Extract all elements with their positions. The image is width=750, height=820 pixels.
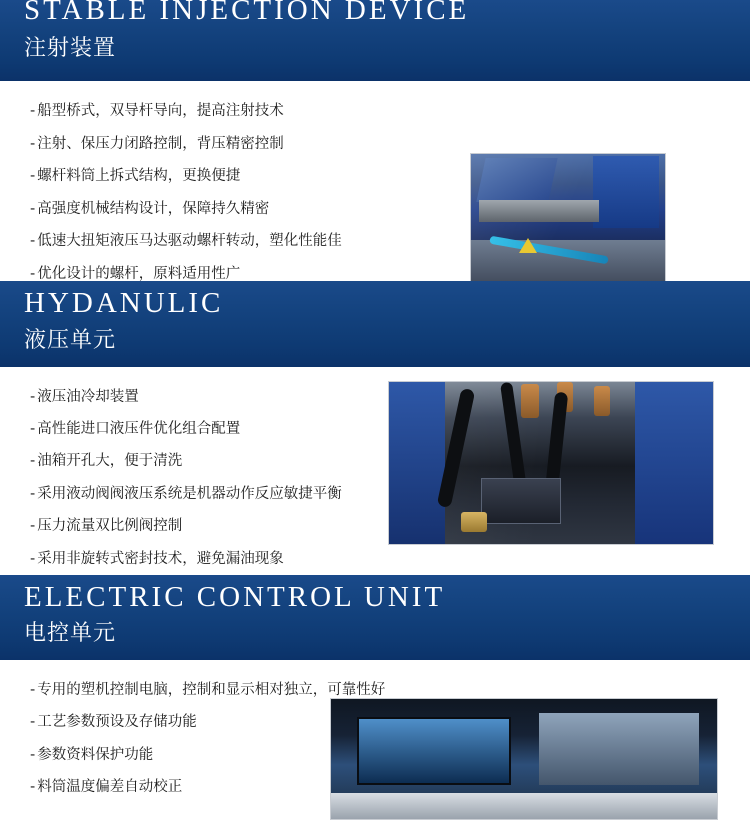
list-item-text: 低速大扭矩液压马达驱动螺杆转动，塑化性能佳 <box>37 233 342 250</box>
bullet-dash-icon: - <box>30 388 36 405</box>
photo-valve-block <box>481 478 561 524</box>
photo-machine-edge <box>331 793 717 819</box>
feature-list-injection-device <box>0 95 460 290</box>
hydraulic-unit-photo <box>388 381 714 545</box>
electric-control-unit-photo <box>330 698 718 820</box>
bullet-dash-icon: - <box>30 265 36 282</box>
section-title-cn-electric-control-unit: 电控单元 <box>24 620 117 646</box>
bullet-dash-icon: - <box>30 746 36 763</box>
section-title-en-electric-control-unit: ELECTRIC CONTROL UNIT <box>24 580 446 613</box>
list-item <box>30 95 460 127</box>
warning-triangle-icon <box>519 238 537 253</box>
list-item <box>30 225 460 257</box>
section-title-en-hydraulic-unit: HYDANULIC <box>24 287 224 320</box>
list-item-text: 优化设计的螺杆，原料适用性广 <box>37 265 241 282</box>
bullet-dash-icon: - <box>30 103 36 120</box>
section-body-injection-device <box>0 81 750 281</box>
list-item-text: 采用非旋转式密封技术，避免漏油现象 <box>37 550 284 567</box>
section-title-cn-injection-device: 注射装置 <box>24 36 117 62</box>
list-item-text: 料筒温度偏差自动校正 <box>37 779 183 796</box>
list-item <box>30 128 460 160</box>
photo-control-screen <box>357 717 511 785</box>
bullet-dash-icon: - <box>30 779 36 796</box>
list-item-text: 工艺参数预设及存储功能 <box>37 714 197 731</box>
list-item-text: 油箱开孔大，便于清洗 <box>37 453 183 470</box>
list-item-text: 参数资料保护功能 <box>37 746 154 763</box>
section-body-electric-control-unit <box>0 660 750 796</box>
section-header-injection-device <box>0 0 750 81</box>
photo-machine-body <box>593 156 659 228</box>
list-item-text: 注射、保压力闭路控制，背压精密控制 <box>37 135 284 152</box>
bullet-dash-icon: - <box>30 420 36 437</box>
list-item <box>30 543 460 575</box>
list-item-text: 船型桥式，双导杆导向，提高注射技术 <box>37 103 284 120</box>
list-item-text: 高强度机械结构设计，保障持久精密 <box>37 200 270 217</box>
list-item-text: 采用液动阀阀液压系统是机器动作反应敏捷平衡 <box>37 485 342 502</box>
photo-hopper <box>476 158 557 202</box>
list-item-text: 液压油冷却装置 <box>37 388 139 405</box>
section-title-cn-hydraulic-unit: 液压单元 <box>24 327 117 353</box>
photo-control-panel <box>539 713 699 785</box>
bullet-dash-icon: - <box>30 135 36 152</box>
list-item-text: 螺杆料筒上拆式结构，更换便捷 <box>37 168 241 185</box>
bullet-dash-icon: - <box>30 233 36 250</box>
list-item <box>30 160 460 192</box>
photo-frame-right <box>635 382 713 544</box>
photo-copper-fitting <box>594 386 610 416</box>
list-item <box>30 193 460 225</box>
bullet-dash-icon: - <box>30 714 36 731</box>
list-item-text: 高性能进口液压件优化组合配置 <box>37 420 241 437</box>
photo-frame-left <box>389 382 445 544</box>
bullet-dash-icon: - <box>30 168 36 185</box>
bullet-dash-icon: - <box>30 485 36 502</box>
section-header-hydraulic-unit <box>0 281 750 366</box>
bullet-dash-icon: - <box>30 200 36 217</box>
photo-copper-fitting <box>521 384 539 418</box>
list-item-text: 专用的塑机控制电脑，控制和显示相对独立，可靠性好 <box>37 681 386 698</box>
photo-barrel <box>479 200 599 222</box>
photo-brass-valve <box>461 512 487 532</box>
list-item-text: 压力流量双比例阀控制 <box>37 518 183 535</box>
section-title-en-injection-device: STABLE INJECTION DEVICE <box>24 0 470 26</box>
section-header-electric-control-unit <box>0 575 750 660</box>
bullet-dash-icon: - <box>30 453 36 470</box>
bullet-dash-icon: - <box>30 550 36 567</box>
bullet-dash-icon: - <box>30 518 36 535</box>
section-body-hydraulic-unit <box>0 367 750 575</box>
bullet-dash-icon: - <box>30 681 36 698</box>
